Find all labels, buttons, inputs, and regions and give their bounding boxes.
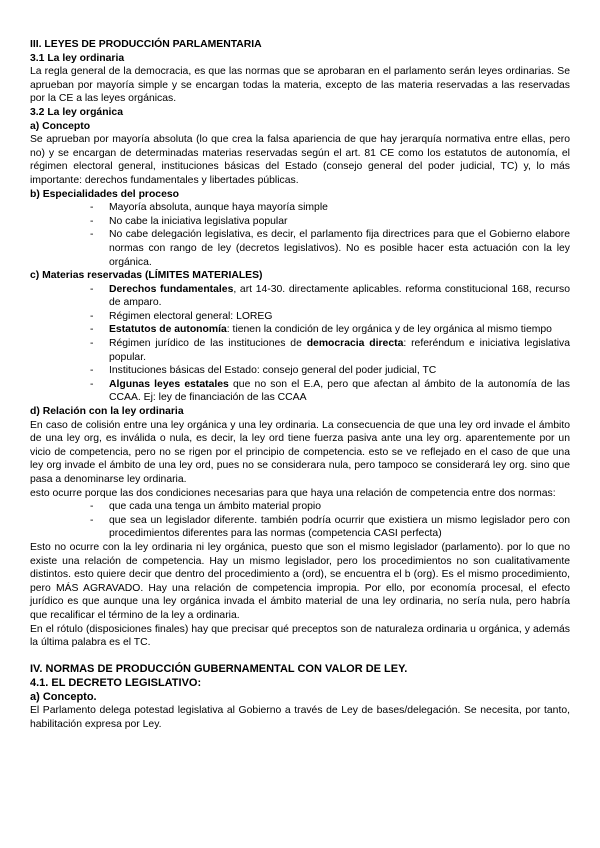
list-item [30,323,570,337]
materias-reservadas-heading: c) Materias reservadas (LÍMITES MATERIALES) [30,270,263,282]
list-item: - No cabe delegación legislativa, es decir, el parlamento fija directrices para que el Gobierno elabore normas con rango de ley (decretos legislativos). No es posible hacer esta actuación con la ley orgánica. [30,228,570,269]
subsection-3-2-heading: 3.2 La ley orgánica [30,106,123,118]
relacion-paragraph-3: Esto no ocurre con la ley ordinaria ni ley orgánica, puesto que son el mismo legislador (parlamento). por lo que no existe una relación de competencia. Hay un mismo legislador, pero los procedimientos no son cualitativamente distintos. esto quiere decir que dentro del procedimiento a (ord), se encuentra el b (org). Es el mismo procedimiento, pero MÁS AGRAVADO. Hay una relación de competencia impropia. Por ello, por economía procesal, el efecto jurídico es que aunque una ley orgánica invada el ámbito material de una ley ordinaria, no sería nula, pero habría que recalificar el término de la ley a ordinaria. [30,541,570,621]
list-item: - Instituciones básicas del Estado: consejo general del poder judicial, TC [30,364,570,378]
list-item [30,337,570,364]
bold-term: democracia directa [306,338,404,350]
relacion-heading: d) Relación con la ley ordinaria [30,406,184,418]
relacion-paragraph-4: En el rótulo (disposiciones finales) hay que precisar qué preceptos son de naturaleza ordinaria u orgánica, y además la última palabra es el TC. [30,623,570,649]
spacer [30,650,570,664]
list-item [30,378,570,405]
bold-term: Algunas leyes estatales [109,378,229,390]
concepto-paragraph: Se aprueban por mayoría absoluta (lo que crea la falsa apariencia de que hay jerarquía normativa entre ellas, pero no) y se encargan de determinadas materias reservadas según el art. 81 CE como los estatutos de autonomía, el régimen electoral general, instituciones básicas del Estado (consejo general del poder judicial, TC) y, lo más importante: derechos fundamentales y libertades públicas. [30,134,570,186]
subsection-4-1-heading: 4.1. EL DECRETO LEGISLATIVO: [30,676,202,689]
condiciones-list [30,500,570,541]
section-4-heading: IV. NORMAS DE PRODUCCIÓN GUBERNAMENTAL CON VALOR DE LEY. [30,663,408,676]
list-item: - Régimen electoral general: LOREG [30,310,570,324]
section-3-heading: III. LEYES DE PRODUCCIÓN PARLAMENTARIA [30,39,262,50]
item-text: : referéndum e iniciativa legislativa popular. [109,338,570,363]
bold-term: Derechos fundamentales [109,283,234,295]
item-text: : tienen la condición de ley orgánica y de ley orgánica al mismo tiempo [226,324,552,336]
list-item: - Mayoría absoluta, aunque haya mayoría simple [30,201,570,215]
item-text: , art 14-30. directamente aplicables. reforma constitucional 168, recurso de amparo. [109,283,570,309]
decreto-concepto-heading: a) Concepto. [30,690,97,703]
especialidades-heading: b) Especialidades del proceso [30,188,179,200]
list-item: - que sea un legislador diferente. también podría ocurrir que existiera un mismo legislador pero con procedimientos diferentes para las normas (competencia CASI perfecta) [30,514,570,541]
list-item [30,283,570,310]
especialidades-list [30,201,570,269]
relacion-paragraph-1: En caso de colisión entre una ley orgánica y una ley ordinaria. La consecuencia de que una ley ord invade el ámbito de una ley org, es inválida o nula, es decir, la ley ord tiene fuerza pasiva ante una ley org. aparentemente por un vicio de competencia, pero no se rigen por el principio de competencia. esto se ve reflejado en el caso de que una ley org invade el ámbito de una ley ord, pues no se considerara nula, pero tampoco se considerará ley org. sino que pasa a denominarse ley ordinaria. [30,419,570,485]
relacion-paragraph-2: esto ocurre porque las dos condiciones necesarias para que haya una relación de competencia entre dos normas: [30,487,556,499]
concepto-heading: a) Concepto [30,120,91,132]
subsection-3-1-heading: 3.1 La ley ordinaria [30,52,125,64]
materias-reservadas-list [30,283,570,405]
list-item: - que cada una tenga un ámbito material propio [30,500,570,514]
bold-term: Estatutos de autonomía [109,324,227,336]
ley-ordinaria-paragraph: La regla general de la democracia, es que las normas que se aprobaran en el parlamento serán leyes ordinarias. Se aprueban por mayoría simple y se encargan todas la materia, excepto de las materia reservadas a las reservadas por la CE a las leyes orgánicas. [30,66,570,105]
list-item: - No cabe la iniciativa legislativa popular [30,215,570,229]
item-text: Régimen jurídico de las instituciones de [109,338,307,350]
decreto-concepto-paragraph: El Parlamento delega potestad legislativa al Gobierno a través de Ley de bases/delegación. Se necesita, por tanto, habilitación expresa por Ley. [30,705,570,730]
item-text: que no son el E.A, pero que afectan al ámbito de la autonomía de las CCAA. Ej: ley de financiación de las CCAA [109,378,571,404]
